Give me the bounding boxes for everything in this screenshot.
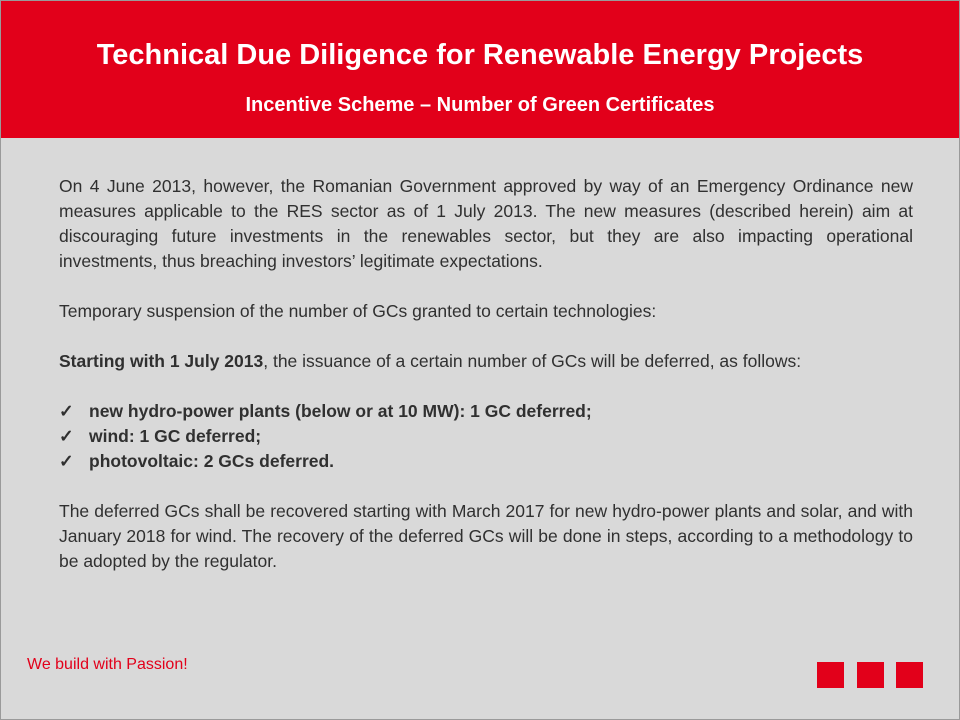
deferred-list: [59, 399, 913, 474]
list-item: [59, 424, 913, 449]
starting-date-bold: Starting with 1 July 2013: [59, 351, 264, 371]
paragraph-intro: On 4 June 2013, however, the Romanian Government approved by way of an Emergency Ordinance new measures applicable to the RES sector as of 1 July 2013. The new measures (described herein) aim at discouraging future investments in the renewables sector, but they are also impacting operational investments, thus breaching investors’ legitimate expectations.: [59, 176, 913, 271]
list-item: [59, 449, 913, 474]
list-item-text: photovoltaic: 2 GCs deferred.: [89, 451, 335, 471]
brand-square-icon: [817, 662, 844, 688]
header-banner: [1, 1, 959, 138]
slide-subtitle: Incentive Scheme – Number of Green Certificates: [245, 94, 715, 116]
paragraph-recovery: The deferred GCs shall be recovered starting with March 2017 for new hydro-power plants and solar, and with January 2018 for wind. The recovery of the deferred GCs will be done in steps, according to a methodology to be adopted by the regulator.: [59, 501, 913, 571]
paragraph-starting: [59, 349, 913, 374]
list-item: [59, 399, 913, 424]
checkmark-icon: ✓: [59, 401, 74, 421]
brand-square-icon: [857, 662, 884, 688]
brand-square-icon: [896, 662, 923, 688]
checkmark-icon: ✓: [59, 451, 74, 471]
paragraph-suspension: Temporary suspension of the number of GCs granted to certain technologies:: [59, 301, 657, 321]
starting-rest: , the issuance of a certain number of GCs will be deferred, as follows:: [263, 351, 802, 371]
footer-slogan: We build with Passion!: [27, 656, 188, 673]
list-item-text: wind: 1 GC deferred;: [89, 426, 262, 446]
slide-title: Technical Due Diligence for Renewable Energy Projects: [96, 39, 864, 71]
list-item-text: new hydro-power plants (below or at 10 MW): 1 GC deferred;: [89, 401, 592, 421]
slide-content: [59, 174, 913, 599]
checkmark-icon: ✓: [59, 426, 74, 446]
